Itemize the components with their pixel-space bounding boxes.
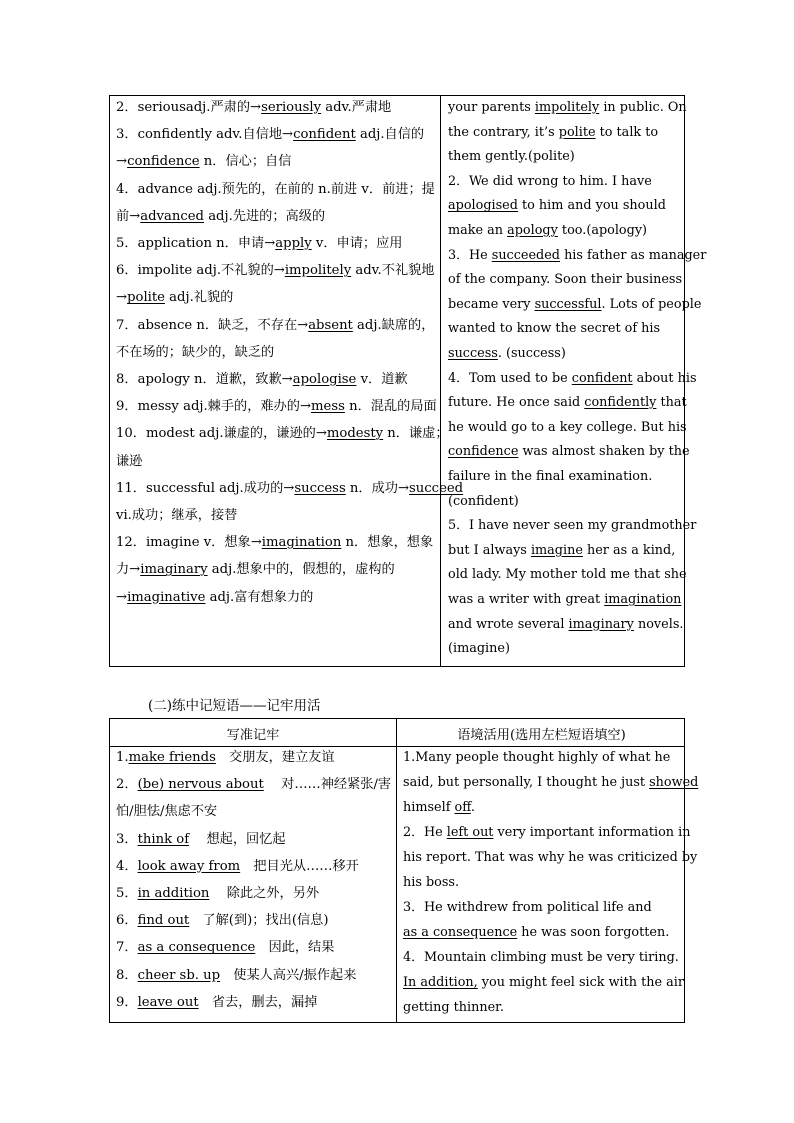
text-segment: 2．We did wrong to him. I have bbox=[448, 173, 652, 189]
text-segment: 严肃地 bbox=[351, 100, 392, 115]
text-segment: 不在场的；缺少的，缺乏的 bbox=[116, 344, 275, 360]
text-segment: v．申请；应用 bbox=[311, 236, 403, 251]
text-segment: 5．application n．申请→ bbox=[116, 236, 276, 251]
text-line bbox=[448, 543, 675, 559]
answer-blank: think of bbox=[137, 831, 190, 847]
text-segment: them gently.(polite) bbox=[448, 149, 575, 165]
text-segment: getting thinner. bbox=[403, 1000, 504, 1015]
text-segment: 自信地→ bbox=[242, 127, 294, 143]
text-segment: n．混乱的局面 bbox=[344, 399, 437, 415]
text-line bbox=[116, 940, 334, 956]
answer-blank: successful bbox=[534, 296, 602, 312]
text-segment: 礼貌的 bbox=[193, 290, 234, 306]
text-segment: and wrote several bbox=[448, 616, 569, 632]
text-line bbox=[116, 263, 434, 279]
text-line bbox=[116, 804, 217, 820]
answer-blank: In addition, bbox=[403, 975, 478, 990]
text-segment: 2．He bbox=[403, 825, 447, 840]
text-segment: 不礼貌的→ bbox=[221, 263, 285, 279]
answer-blank: advanced bbox=[140, 208, 204, 224]
text-segment: you might feel sick with the air bbox=[477, 975, 684, 990]
text-line bbox=[448, 198, 666, 214]
column-divider bbox=[396, 719, 397, 1022]
text-segment: novels. bbox=[633, 616, 684, 632]
text-segment: (imagine) bbox=[448, 641, 510, 657]
text-segment: 交朋友，建立友谊 bbox=[215, 750, 335, 765]
text-segment: 9． bbox=[116, 994, 138, 1010]
header-divider bbox=[110, 746, 684, 747]
text-line bbox=[116, 968, 356, 984]
text-segment: → bbox=[116, 290, 128, 306]
text-line bbox=[448, 321, 660, 337]
text-line bbox=[116, 154, 291, 170]
text-segment: 了解(到)；找出(信息) bbox=[189, 913, 329, 929]
text-segment: wanted to know the secret of his bbox=[448, 321, 661, 337]
answer-blank: as a consequence bbox=[137, 940, 256, 956]
text-segment: adv. bbox=[321, 100, 352, 115]
text-segment: to him and you should bbox=[517, 198, 666, 214]
text-segment: 想起，回忆起 bbox=[189, 831, 286, 847]
text-segment: about his bbox=[632, 370, 697, 386]
text-segment: adj. bbox=[205, 589, 235, 605]
text-segment: n．想象，想象 bbox=[341, 535, 434, 551]
answer-blank: confident bbox=[571, 370, 633, 386]
text-segment: adj. bbox=[219, 480, 244, 496]
text-segment: 2．serious bbox=[116, 100, 186, 115]
answer-blank: imagination bbox=[604, 592, 682, 607]
text-segment: . Lots of people bbox=[601, 296, 702, 312]
text-segment: his father as manager bbox=[560, 247, 707, 263]
text-segment: 11．successful bbox=[116, 480, 220, 496]
text-segment: 8． bbox=[116, 967, 138, 983]
text-segment: n．信心；自信 bbox=[199, 154, 292, 170]
answer-blank: success bbox=[448, 346, 498, 361]
text-segment: 自信的 bbox=[384, 127, 425, 143]
text-line bbox=[403, 875, 459, 891]
text-line bbox=[448, 518, 696, 534]
text-line bbox=[403, 750, 670, 766]
text-segment: the contrary, it’s bbox=[448, 124, 559, 140]
text-line bbox=[116, 290, 233, 306]
text-segment: 严肃的→ bbox=[210, 100, 262, 115]
answer-blank: in addition bbox=[137, 886, 210, 901]
answer-blank: polite bbox=[558, 124, 596, 140]
text-line bbox=[116, 372, 408, 388]
text-line bbox=[116, 209, 325, 225]
text-line bbox=[116, 236, 402, 252]
text-segment: n．成功→ bbox=[345, 480, 410, 496]
text-line bbox=[448, 174, 652, 190]
text-segment: himself bbox=[403, 800, 455, 815]
text-line bbox=[448, 444, 690, 460]
answer-blank: mess bbox=[311, 399, 345, 415]
text-segment: 3．He bbox=[448, 247, 492, 263]
text-segment: 对……神经紧张/害 bbox=[263, 777, 392, 793]
text-line bbox=[116, 100, 391, 116]
answer-blank: impolitely bbox=[534, 100, 600, 115]
text-line bbox=[448, 346, 566, 362]
text-segment: 4．Mountain climbing must be very tiring. bbox=[403, 950, 679, 965]
text-segment: in public. On bbox=[599, 100, 687, 115]
text-line bbox=[448, 641, 510, 657]
text-line bbox=[448, 395, 687, 411]
text-line bbox=[448, 592, 681, 608]
text-line bbox=[116, 562, 395, 578]
answer-blank: impolitely bbox=[284, 263, 352, 279]
text-segment: his report. That was why he was criticized by bbox=[403, 850, 698, 865]
answer-blank: look away from bbox=[137, 858, 241, 874]
text-segment: 7． bbox=[116, 940, 138, 956]
text-line bbox=[116, 182, 435, 198]
text-segment: 预先的，在前的 n.前进 v．前进；提 bbox=[221, 181, 435, 197]
answer-blank: succeeded bbox=[491, 247, 560, 263]
text-segment: 3． bbox=[116, 831, 138, 847]
answer-blank: apologise bbox=[292, 372, 357, 387]
text-line bbox=[116, 859, 359, 875]
header-left: 写准记牢 bbox=[226, 728, 280, 743]
text-line bbox=[116, 426, 449, 442]
text-line bbox=[116, 399, 437, 415]
text-segment: 谦逊 bbox=[116, 453, 143, 469]
answer-blank: imaginary bbox=[140, 562, 208, 578]
text-segment: 使某人高兴/振作起来 bbox=[220, 967, 357, 983]
text-segment: 4． bbox=[116, 858, 138, 874]
text-segment: old lady. My mother told me that she bbox=[448, 567, 687, 583]
answer-blank: confidence bbox=[448, 444, 519, 460]
text-line bbox=[448, 420, 687, 436]
text-line bbox=[403, 850, 697, 866]
word-forms-table bbox=[109, 95, 707, 667]
text-segment: n．谦虚； bbox=[383, 426, 449, 442]
text-segment: 成功的→ bbox=[243, 480, 295, 496]
text-line bbox=[448, 371, 697, 387]
text-line bbox=[116, 832, 286, 848]
answer-blank: imagine bbox=[530, 542, 583, 558]
text-segment: 把目光从……移开 bbox=[240, 858, 359, 874]
answer-blank: succeed bbox=[409, 480, 464, 496]
answer-blank: absent bbox=[308, 317, 353, 333]
answer-blank: leave out bbox=[137, 994, 199, 1010]
text-segment: 想象中的，假想的，虚构的 bbox=[236, 562, 395, 578]
text-segment: 6． bbox=[116, 913, 138, 929]
text-segment: 3．He withdrew from political life and bbox=[403, 900, 652, 915]
text-line bbox=[116, 535, 433, 551]
text-segment: very important information in bbox=[493, 825, 691, 840]
text-segment: said, but personally, I thought he just bbox=[403, 775, 650, 790]
text-line bbox=[403, 825, 690, 841]
text-line bbox=[403, 950, 679, 966]
text-line bbox=[448, 494, 519, 510]
text-line bbox=[403, 800, 475, 816]
text-segment: 5．I have never seen my grandmother bbox=[448, 518, 697, 534]
text-segment: he was soon forgotten. bbox=[517, 925, 670, 940]
answer-blank: left out bbox=[446, 825, 494, 840]
text-segment: → bbox=[116, 589, 128, 605]
text-line bbox=[116, 454, 142, 470]
column-divider bbox=[440, 96, 441, 666]
answer-blank: showed bbox=[649, 775, 699, 790]
answer-blank: as a consequence bbox=[403, 925, 518, 940]
answer-blank: imaginative bbox=[127, 589, 206, 605]
text-line bbox=[448, 100, 687, 116]
text-line bbox=[403, 900, 652, 916]
text-segment: . (success) bbox=[497, 346, 566, 361]
text-line bbox=[116, 995, 317, 1011]
text-segment: 10．modest bbox=[116, 426, 199, 442]
text-segment: adj. bbox=[197, 181, 222, 197]
text-segment: that bbox=[656, 395, 687, 411]
answer-blank: find out bbox=[137, 913, 190, 929]
text-segment: 除此之外，另外 bbox=[209, 886, 320, 901]
text-segment: he would go to a key college. But his bbox=[448, 419, 687, 435]
text-segment: 3．confidently bbox=[116, 127, 217, 143]
text-segment: 12．imagine v．想象→ bbox=[116, 535, 262, 551]
text-segment: adj. bbox=[207, 562, 237, 578]
text-line bbox=[116, 750, 335, 766]
text-line bbox=[116, 913, 329, 929]
text-segment: 富有想象力的 bbox=[234, 589, 314, 605]
text-segment: 因此，结果 bbox=[255, 940, 335, 956]
answer-blank: success bbox=[294, 480, 346, 496]
text-segment: but I always bbox=[448, 542, 531, 558]
text-line bbox=[448, 272, 682, 288]
text-line bbox=[448, 248, 706, 264]
text-segment: v．道歉 bbox=[356, 372, 408, 387]
text-segment: adj. bbox=[352, 317, 382, 333]
phrases-table bbox=[109, 718, 699, 1023]
text-segment: 前→ bbox=[116, 208, 141, 224]
answer-blank: modesty bbox=[326, 426, 384, 442]
text-segment: adj. bbox=[355, 127, 385, 143]
answer-blank: apologised bbox=[448, 198, 518, 214]
answer-blank: confidently bbox=[584, 395, 657, 411]
text-line bbox=[448, 223, 647, 239]
text-line bbox=[116, 345, 274, 361]
text-line bbox=[403, 775, 698, 791]
text-segment: of the company. Soon their business bbox=[448, 272, 683, 288]
section-heading: (二)练中记短语——记牢用活 bbox=[148, 698, 321, 714]
answer-blank: cheer sb. up bbox=[137, 967, 221, 983]
text-line bbox=[448, 567, 687, 583]
text-segment: (confident) bbox=[448, 493, 519, 509]
text-segment: 怕/胆怯/焦虑不安 bbox=[116, 804, 218, 820]
text-line bbox=[116, 127, 424, 143]
answer-blank: confident bbox=[293, 127, 356, 143]
text-segment: your parents bbox=[448, 100, 535, 115]
text-segment: → bbox=[116, 154, 128, 170]
text-segment: 缺席的， bbox=[381, 317, 435, 333]
text-segment: was a writer with great bbox=[448, 592, 605, 607]
text-line bbox=[403, 1000, 504, 1016]
text-segment: became very bbox=[448, 296, 535, 312]
answer-blank: polite bbox=[127, 290, 165, 306]
text-segment: future. He once said bbox=[448, 395, 585, 411]
text-segment: failure in the final examination. bbox=[448, 469, 653, 484]
text-segment: 谦虚的，谦逊的→ bbox=[223, 426, 327, 442]
text-segment: make an bbox=[448, 223, 508, 238]
text-segment: her as a kind, bbox=[582, 542, 676, 558]
text-segment: 2． bbox=[116, 777, 138, 793]
text-segment: 棘手的，难办的→ bbox=[207, 399, 312, 415]
answer-blank: make friends bbox=[128, 750, 216, 765]
answer-blank: imaginary bbox=[568, 616, 634, 632]
text-segment: adv. bbox=[351, 263, 382, 279]
text-line bbox=[403, 975, 684, 991]
answer-blank: (be) nervous about bbox=[137, 777, 264, 793]
text-line bbox=[116, 777, 391, 793]
text-line bbox=[116, 508, 237, 524]
text-line bbox=[448, 297, 701, 313]
text-segment: was almost shaken by the bbox=[518, 444, 690, 460]
text-segment: 5． bbox=[116, 886, 138, 901]
text-segment: 1.Many people thought highly of what he bbox=[403, 750, 671, 765]
text-segment: to talk to bbox=[595, 124, 659, 140]
text-line bbox=[116, 886, 319, 902]
text-segment: adv. bbox=[216, 127, 243, 143]
text-segment: 不礼貌地 bbox=[381, 263, 435, 279]
text-segment: vi. bbox=[116, 508, 132, 523]
text-segment: adj. bbox=[204, 208, 233, 224]
text-segment: 6．impolite bbox=[116, 263, 197, 279]
text-segment: adj. bbox=[164, 290, 194, 306]
answer-blank: seriously bbox=[261, 100, 322, 115]
text-line bbox=[448, 469, 652, 485]
text-line bbox=[448, 149, 575, 165]
answer-blank: confidence bbox=[127, 154, 200, 170]
text-segment: 9．messy bbox=[116, 399, 184, 415]
text-segment: . bbox=[470, 800, 475, 815]
text-line bbox=[448, 125, 658, 141]
text-segment: 成功；继承，接替 bbox=[131, 508, 238, 523]
text-segment: 4．advance bbox=[116, 181, 198, 197]
text-segment: 先进的；高级的 bbox=[232, 208, 326, 224]
answer-blank: apply bbox=[275, 236, 312, 251]
text-segment: adj. bbox=[196, 263, 222, 279]
text-line bbox=[448, 617, 683, 633]
text-line bbox=[116, 318, 434, 334]
text-segment: 1. bbox=[116, 750, 129, 765]
text-line bbox=[403, 925, 669, 941]
text-segment: 力→ bbox=[116, 562, 141, 578]
text-segment: too.(apology) bbox=[557, 223, 648, 238]
answer-blank: apology bbox=[507, 223, 558, 238]
text-segment: 省去，删去，漏掉 bbox=[198, 994, 318, 1010]
text-segment: adj. bbox=[183, 399, 208, 415]
text-segment: 8．apology n．道歉，致歉→ bbox=[116, 372, 293, 387]
text-segment: adj. bbox=[185, 100, 211, 115]
text-segment: his boss. bbox=[403, 875, 460, 890]
header-right: 语境活用(选用左栏短语填空) bbox=[457, 728, 626, 743]
answer-blank: off bbox=[454, 800, 471, 815]
text-segment: adj. bbox=[198, 426, 224, 442]
text-segment: 7．absence n．缺乏，不存在→ bbox=[116, 317, 309, 333]
text-line bbox=[116, 481, 463, 497]
text-line bbox=[116, 590, 313, 606]
text-segment: 4．Tom used to be bbox=[448, 370, 572, 386]
answer-blank: imagination bbox=[261, 535, 342, 551]
